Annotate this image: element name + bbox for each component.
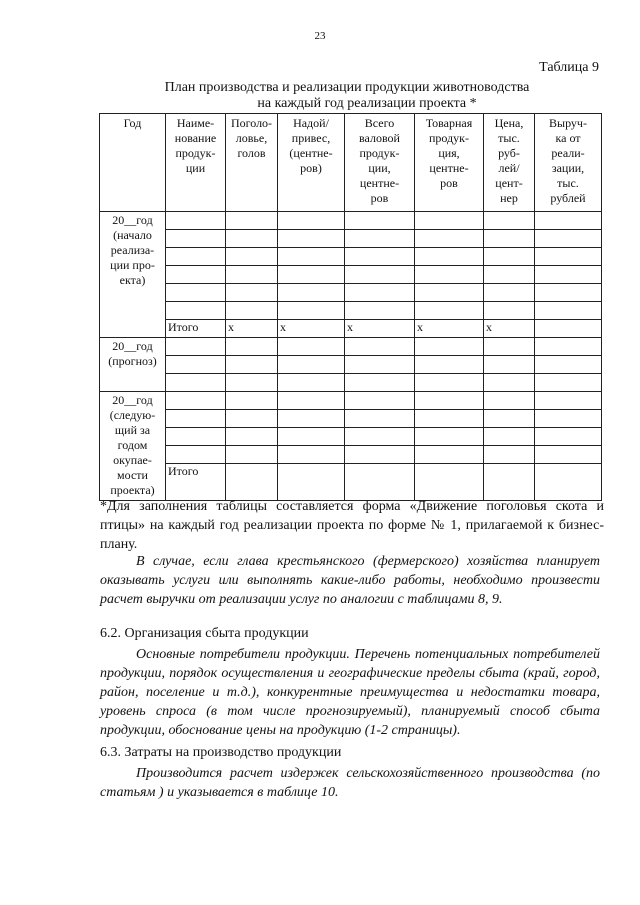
table-row bbox=[100, 338, 602, 356]
header-gross-output: Всего валовой продук- ции, центне- ров bbox=[359, 116, 400, 205]
year-label-forecast: 20__год (прогноз) bbox=[108, 339, 157, 368]
header-cell bbox=[484, 114, 535, 212]
header-revenue: Выруч- ка от реали- зации, тыс. рублей bbox=[549, 116, 587, 205]
page-number: 23 bbox=[314, 30, 326, 42]
header-marketable-output: Товарная продук- ция, центне- ров bbox=[425, 116, 473, 190]
year-cell bbox=[100, 212, 166, 338]
section-6-3-title: 6.3. Затраты на производство продукции bbox=[100, 745, 342, 760]
header-row bbox=[100, 114, 602, 212]
table-row bbox=[100, 356, 602, 374]
x-mark: x bbox=[226, 320, 278, 338]
table-row bbox=[100, 428, 602, 446]
table-row bbox=[100, 212, 602, 230]
table-row bbox=[100, 284, 602, 302]
year-label-payback: 20__год (следую- щий за годом окупае- мости проекта) bbox=[109, 393, 156, 497]
x-mark: x bbox=[345, 320, 415, 338]
year-label-start: 20__год (начало реализа- ции про- екта) bbox=[110, 213, 155, 287]
x-mark: x bbox=[415, 320, 484, 338]
header-year: Год bbox=[123, 116, 142, 130]
header-cell bbox=[345, 114, 415, 212]
table-row bbox=[100, 410, 602, 428]
table-row bbox=[100, 266, 602, 284]
year-cell bbox=[100, 392, 166, 501]
total-row bbox=[100, 320, 602, 338]
header-price: Цена, тыс. руб- лей/ цент- нер bbox=[494, 116, 524, 205]
x-mark: x bbox=[278, 320, 345, 338]
total-label: Итого bbox=[166, 464, 226, 501]
header-cell bbox=[166, 114, 226, 212]
header-cell bbox=[100, 114, 166, 212]
table-row bbox=[100, 302, 602, 320]
table-label: Таблица 9 bbox=[539, 60, 599, 75]
production-table bbox=[99, 113, 602, 501]
total-row bbox=[100, 464, 602, 501]
table-row bbox=[100, 230, 602, 248]
table-title-line2: на каждый год реализации проекта * bbox=[257, 96, 477, 111]
header-cell bbox=[415, 114, 484, 212]
header-cell bbox=[226, 114, 278, 212]
section-6-2-text: Основные потребители продукции. Перечень потенциальных потребителей продукции, порядок осуществления и географические пределы сбыта (край, город, район, поселение и т.д.), конкурентные преимущества и недостатки товара, уровень спроса (в том числе прогнозируемый), планируемый способ сбыта продукции, обоснование цены на продукцию (1-2 страницы). bbox=[100, 647, 600, 738]
section-6-2-title: 6.2. Организация сбыта продукции bbox=[100, 626, 309, 641]
services-paragraph: В случае, если глава крестьянского (фермерского) хозяйства планирует оказывать услуги или выполнять какие-либо работы, необходимо произвести расчет выручки от реализации услуг по аналогии с таблицами 8, 9. bbox=[100, 554, 600, 607]
table-row bbox=[100, 374, 602, 392]
section-6-3-text: Производится расчет издержек сельскохозяйственного производства (по статьям ) и указывается в таблице 10. bbox=[100, 766, 600, 800]
table-title-line1: План производства и реализации продукции животноводства bbox=[164, 80, 530, 95]
year-cell bbox=[100, 338, 166, 392]
total-label: Итого bbox=[166, 320, 226, 338]
header-yield: Надой/ привес, (центне- ров) bbox=[289, 116, 333, 175]
header-product-name: Наиме- нование продук- ции bbox=[174, 116, 217, 175]
header-livestock: Поголо- ловье, голов bbox=[230, 116, 273, 160]
header-cell bbox=[535, 114, 602, 212]
header-cell bbox=[278, 114, 345, 212]
table-row bbox=[100, 248, 602, 266]
x-mark: x bbox=[484, 320, 535, 338]
table-footnote: *Для заполнения таблицы составляется форма «Движение поголовья скота и птицы» на каждый год реализации проекта по форме № 1, прилагаемой к бизнес-плану. bbox=[100, 499, 604, 552]
table-row bbox=[100, 446, 602, 464]
table-row bbox=[100, 392, 602, 410]
